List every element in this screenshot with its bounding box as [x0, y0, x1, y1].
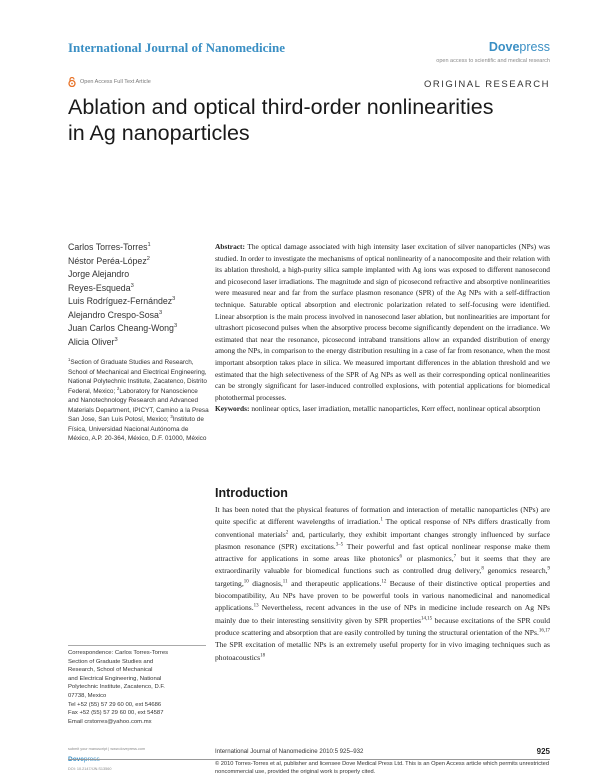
footer-citation: International Journal of Nanomedicine 2010:5 925–932 — [215, 748, 364, 755]
article-title — [68, 94, 548, 146]
affiliations: $^1$Section of Graduate Studies and Research, School of Mechanical and Electrical Engineering, National Polytechnic Institute, Zacatenco, Distrito Federal, Mexico; $^2$Laboratory for Nanoscience and Nanotechnology Research and Advanced Materials Department, IPICYT, Camino a la Presa San Jose, San Luis Potosí, Mexico; $^3$Instituto de Física, Universidad Nacional Autónoma de México, A.P. 20-364, México, D.F. 01000, México — [68, 356, 209, 442]
author: Juan Carlos Cheang-Wong$^3$ — [68, 323, 178, 333]
introduction-heading: Introduction — [215, 486, 288, 500]
author: Reyes-Esqueda$^3$ — [68, 282, 134, 293]
author: Luis Rodríguez-Fernández$^3$ — [68, 296, 176, 306]
license-notice: © 2010 Torres-Torres et al, publisher and licensee Dove Medical Press Ltd. This is an Open Access article which permits unrestricted noncommercial use, provided the original work is properly cited. — [215, 761, 550, 775]
citation-ref[interactable]: 12 — [381, 579, 387, 585]
citation-ref[interactable]: 18 — [260, 653, 266, 659]
introduction-body: It has been noted that the physical features of formation and interaction of metallic nanoparticles (NPs) are quite specific at different wavelengths of irradiation.$^1$ The optical response of NPs differs drastically from conventional materials$^2$ and, particularly, they exhibit important changes strongly influenced by surface plasmon resonance (SPR) excitations.$^{3-5}$ Their powerful and fast optical nonlinear response make them attractive for applications in some areas like photonics$^6$ or plasmonics,$^7$ but it seems that they are extraordinarily valuable for biomedical functions such as controlled drug delivery,$^8$ genomics research,$^9$ targeting,$^{10}$ diagnosis,$^{11}$ and therapeutic applications.$^{12}$ Because of their distinctive optical properties and biocompatibility, Au NPs have proven to be powerful tools in various nanomedicinal and nanomedical applications.$^{13}$ Nevertheless, recent advances in the use of NPs in medicine include research on Ag NPs mainly due to their interesting sensitivity given by SPR properties$^{14,15}$ because excitations of the SPR could produce scattering and absorption that are easily controlled by tuning the structural orientation of the NPs.$^{16,17}$ The SPR excitation of metallic NPs is an extremely useful property for in vivo imaging techniques such as photoacoustics$^{18}$ — [215, 505, 550, 662]
author: Carlos Torres-Torres$^1$ — [68, 242, 151, 252]
correspondence-line: 07738, Mexico — [68, 692, 107, 699]
citation-ref[interactable]: 6 — [399, 554, 403, 560]
publisher-suffix: press — [519, 40, 550, 54]
correspondence-line: Tel +52 (55) 57 29 60 00, ext 54686 — [68, 701, 162, 708]
journal-name[interactable]: International Journal of Nanomedicine — [68, 40, 286, 55]
author: Néstor Peréa-López$^2$ — [68, 255, 150, 266]
page-number: 925 — [536, 747, 550, 756]
affiliation-2: Laboratory for Nanoscience and Nanotechnology Research and Advanced Materials Department, IPICYT, Camino a la Presa San Jose, San Luis Potosí, Mexico; — [68, 387, 209, 423]
correspondence-line: Correspondence: Carlos Torres-Torres — [68, 650, 169, 656]
abstract-text: The optical damage associated with high intensity laser excitation of silver nanoparticles (NPs) was studied. In order to investigate the mechanisms of optical nonlinearity of a nanocomposite and their relation with its ablation threshold, a high-purity silica sample implanted with Ag ions was exposed to different nanosecond and picosecond laser irradiations. The magnitude and sign of picosecond refractive and absorptive nonlinearities were measured near and far from the surface plasmon resonance (SPR) of the Ag NPs with a self-diffraction technique. Saturable optical absorption and electronic polarization related to self-focusing were identified. Linear absorption is the main process involved in nanosecond laser ablation, but nonlinearities are important for ultrashort picosecond pulses when the absorptive process become significantly dependent on the irradiance. We estimated that near the resonance, picosecond intraband transitions allow an expanded distribution of energy among the NPs, in comparison to the energy distribution resulting in a case of far from resonance, when the most important absorption takes place in silica. We measured important differences in the ablation threshold and we estimated that the high selectiveness of the SPR of Ag NPs as well as their corresponding optical nonlinearities can be strongly significant for laser-induced controlled explosions, with potential applications for biomedical photothermal processes. — [215, 242, 550, 402]
citation-ref[interactable]: 10 — [243, 579, 249, 585]
correspondence-line: Research, School of Mechanical — [68, 667, 153, 674]
citation-ref[interactable]: 16,17 — [538, 628, 550, 634]
author: Alicia Oliver$^3$ — [68, 336, 118, 347]
citation-ref[interactable]: 1 — [380, 517, 383, 523]
abstract-label: Abstract: — [215, 242, 245, 251]
citation-ref[interactable]: 9 — [547, 566, 550, 572]
open-access-badge — [68, 77, 151, 87]
open-access-label: Open Access Full Text Article — [80, 79, 151, 85]
correspondence-line: Fax +52 (55) 57 29 60 00, ext 54587 — [68, 710, 164, 717]
publisher-tagline: open access to scientific and medical research — [436, 58, 550, 64]
correspondence-line: and Electrical Engineering, National — [68, 675, 162, 682]
citation-ref[interactable]: 8 — [481, 566, 484, 572]
section-label: ORIGINAL RESEARCH — [424, 79, 550, 90]
citation-ref[interactable]: 14,15 — [420, 616, 433, 622]
author: Alejandro Crespo-Sosa$^3$ — [68, 309, 163, 320]
submit-manuscript-link[interactable]: submit your manuscript | www.dovepress.com — [68, 747, 146, 751]
title-line-1: Ablation and optical third-order nonlinearities — [68, 95, 494, 119]
citation-ref[interactable]: 13 — [253, 603, 259, 609]
author-list — [68, 241, 213, 349]
citation-ref[interactable]: 3–5 — [335, 542, 344, 548]
open-access-lock-icon — [68, 77, 76, 87]
correspondence-block — [68, 649, 213, 726]
abstract — [215, 241, 550, 415]
keywords-text: nonlinear optics, laser irradiation, metallic nanoparticles, Kerr effect, nonlinear optical absorption — [251, 404, 541, 414]
affiliation-1: Section of Graduate Studies and Research, School of Mechanical and Electrical Engineering, National Polytechnic Institute, Zacatenco, Distrito Federal, Mexico; — [68, 359, 207, 395]
keywords — [215, 403, 550, 415]
keywords-label: Keywords: — [215, 404, 250, 414]
footer-divider — [68, 759, 550, 760]
author: Jorge Alejandro — [68, 269, 130, 279]
publisher-logo[interactable] — [489, 40, 550, 54]
doi[interactable]: DOI: 10.2147/IJN.S13560 — [68, 767, 112, 771]
footer-publisher-logo[interactable]: Dovepress — [68, 756, 100, 763]
correspondence-line: Section of Graduate Studies and — [68, 658, 154, 665]
title-line-2: in Ag nanoparticles — [68, 121, 250, 145]
correspondence-divider — [68, 645, 206, 646]
citation-ref[interactable]: 11 — [282, 579, 288, 585]
correspondence-email[interactable]: Email crstorres@yahoo.com.mx — [68, 718, 152, 725]
correspondence-line: Polytechnic Institute, Zacatenco, D.F. — [68, 684, 165, 691]
citation-ref[interactable]: 2 — [285, 530, 289, 536]
affiliation-3: Instituto de Física, Universidad Nacional Autónoma de México, A.P. 20-364, México, D.F. 01000, México — [68, 416, 207, 442]
publisher-name: Dove — [488, 40, 520, 54]
citation-ref[interactable]: 7 — [453, 554, 457, 560]
